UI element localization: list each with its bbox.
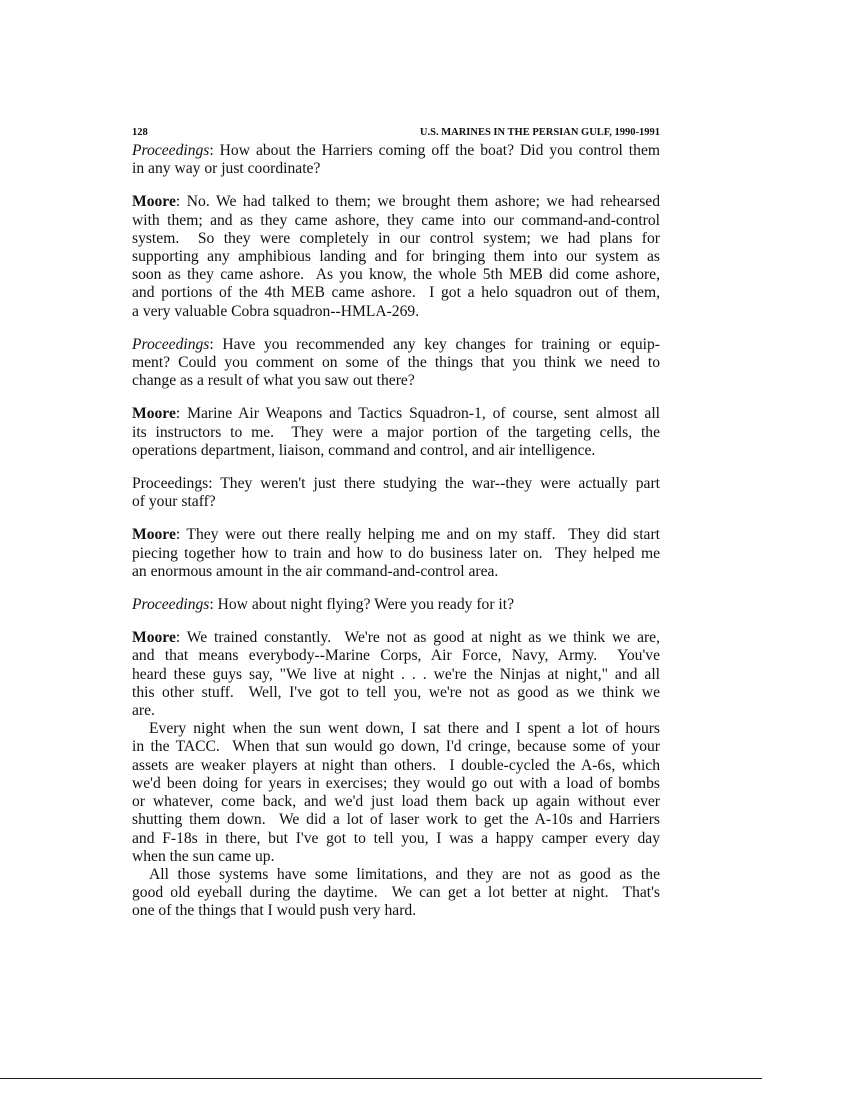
line-text: shutting them down. We did a lot of laser work to get the A-10s and Harriers — [132, 811, 660, 829]
running-title: U.S. MARINES IN THE PERSIAN GULF, 1990-1991 — [419, 127, 660, 138]
text-line — [132, 793, 660, 811]
speaker-label: Proceedings — [132, 596, 210, 614]
speaker-label: Proceedings — [132, 142, 210, 159]
interview-paragraph-continued — [132, 866, 660, 921]
text-line — [132, 193, 660, 211]
line-text: operations department, liaison, command and control, and air intelligence. — [132, 441, 596, 459]
text-line — [132, 405, 660, 423]
text-line — [132, 647, 660, 665]
text-line — [132, 142, 660, 160]
text-line — [132, 684, 660, 702]
running-header — [132, 127, 660, 138]
line-text: of your staff? — [132, 493, 216, 511]
line-text: or whatever, come back, and we'd just load them back up again without ever — [132, 793, 660, 811]
text-line — [132, 230, 660, 248]
interview-paragraph-moore — [132, 405, 660, 460]
line-text: : They were out there really helping me and on my staff. They did start — [175, 526, 660, 544]
line-text: and that means everybody--Marine Corps, Air Force, Navy, Army. You've — [132, 647, 660, 665]
document-body — [132, 142, 660, 936]
text-line — [132, 442, 660, 460]
line-text: assets are weaker players at night than others. I double-cycled the A-6s, which — [132, 756, 660, 774]
line-text: soon as they came ashore. As you know, the whole 5th MEB did come ashore, — [132, 266, 660, 284]
text-line — [132, 702, 660, 720]
interview-paragraph-proceedings — [132, 142, 660, 178]
line-text: and portions of the 4th MEB came ashore. I got a helo squadron out of them, — [132, 284, 660, 302]
text-line — [132, 526, 660, 544]
text-line — [132, 284, 660, 302]
line-text: with them; and as they came ashore, they came into our command-and-control — [132, 211, 660, 229]
line-text: a very valuable Cobra squadron--HMLA-269. — [132, 302, 420, 320]
line-text: its instructors to me. They were a major portion of the targeting cells, the — [132, 423, 660, 441]
text-line — [132, 303, 660, 321]
text-line — [132, 720, 660, 738]
text-line — [132, 830, 660, 848]
line-text: : Have you recommended any key changes for training or equip- — [209, 335, 660, 353]
line-text: in any way or just coordinate? — [132, 160, 321, 178]
speaker-label: Moore — [132, 526, 176, 544]
speaker-label: Proceedings — [132, 475, 209, 493]
text-line — [132, 563, 660, 581]
line-text: good old eyeball during the daytime. We can get a lot better at night. That's — [132, 884, 660, 902]
text-line — [132, 866, 660, 884]
text-line — [132, 424, 660, 442]
text-line — [132, 336, 660, 354]
line-text: : They weren't just there studying the war--they were actually part — [208, 475, 660, 493]
text-line — [132, 545, 660, 563]
speaker-label: Moore — [132, 405, 176, 423]
text-line — [132, 160, 660, 178]
page-number: 128 — [132, 127, 148, 138]
line-text: change as a result of what you saw out there? — [132, 372, 415, 390]
line-text: : How about the Harriers coming off the boat? Did you control them — [209, 142, 660, 159]
interview-paragraph-proceedings — [132, 475, 660, 511]
text-line — [132, 212, 660, 230]
text-line — [132, 629, 660, 647]
line-text: : How about night flying? Were you ready for it? — [209, 596, 514, 614]
text-line — [132, 811, 660, 829]
text-line — [132, 738, 660, 756]
footer-rule — [0, 1078, 762, 1079]
interview-paragraph-moore — [132, 193, 660, 320]
interview-paragraph-continued — [132, 720, 660, 866]
text-line — [132, 848, 660, 866]
text-line — [132, 266, 660, 284]
line-text: All those systems have some limitations, and they are not as good as the — [149, 865, 660, 883]
line-text: piecing together how to train and how to do business later on. They helped me — [132, 544, 660, 562]
speaker-label: Moore — [132, 629, 176, 647]
line-text: and F-18s in there, but I've got to tell you, I was a happy camper every day — [132, 829, 660, 847]
line-text: : No. We had talked to them; we brought them ashore; we had rehearsed — [175, 193, 660, 211]
line-text: one of the things that I would push very hard. — [132, 902, 417, 920]
text-line — [132, 902, 660, 920]
text-line — [132, 248, 660, 266]
line-text: are. — [132, 702, 155, 720]
text-line — [132, 884, 660, 902]
interview-paragraph-proceedings — [132, 596, 660, 614]
line-text: in the TACC. When that sun would go down, I'd cringe, because some of your — [132, 738, 660, 756]
line-text: system. So they were completely in our control system; we had plans for — [132, 229, 660, 247]
text-line — [132, 757, 660, 775]
interview-paragraph-moore — [132, 526, 660, 581]
line-text: heard these guys say, "We live at night . . . we're the Ninjas at night," and all — [132, 665, 660, 683]
line-text: an enormous amount in the air command-and-control area. — [132, 562, 499, 580]
line-text: this other stuff. Well, I've got to tell you, we're not as good as we think we — [132, 683, 660, 701]
line-text: ment? Could you comment on some of the things that you think we need to — [132, 354, 660, 372]
line-text: we'd been doing for years in exercises; they would go out with a load of bombs — [132, 774, 660, 792]
text-line — [132, 596, 660, 614]
interview-paragraph-proceedings — [132, 336, 660, 391]
text-line — [132, 666, 660, 684]
text-line — [132, 493, 660, 511]
text-line — [132, 354, 660, 372]
text-line — [132, 775, 660, 793]
line-text: when the sun came up. — [132, 847, 275, 865]
interview-paragraph-moore — [132, 629, 660, 720]
text-line — [132, 372, 660, 390]
line-text: Every night when the sun went down, I sat there and I spent a lot of hours — [149, 720, 660, 738]
speaker-label: Moore — [132, 193, 176, 211]
line-text: supporting any amphibious landing and for bringing them into our system as — [132, 248, 660, 266]
line-text: : We trained constantly. We're not as good at night as we think we are, — [175, 629, 660, 647]
line-text: : Marine Air Weapons and Tactics Squadron-1, of course, sent almost all — [175, 405, 660, 423]
text-line — [132, 475, 660, 493]
speaker-label: Proceedings — [132, 335, 210, 353]
